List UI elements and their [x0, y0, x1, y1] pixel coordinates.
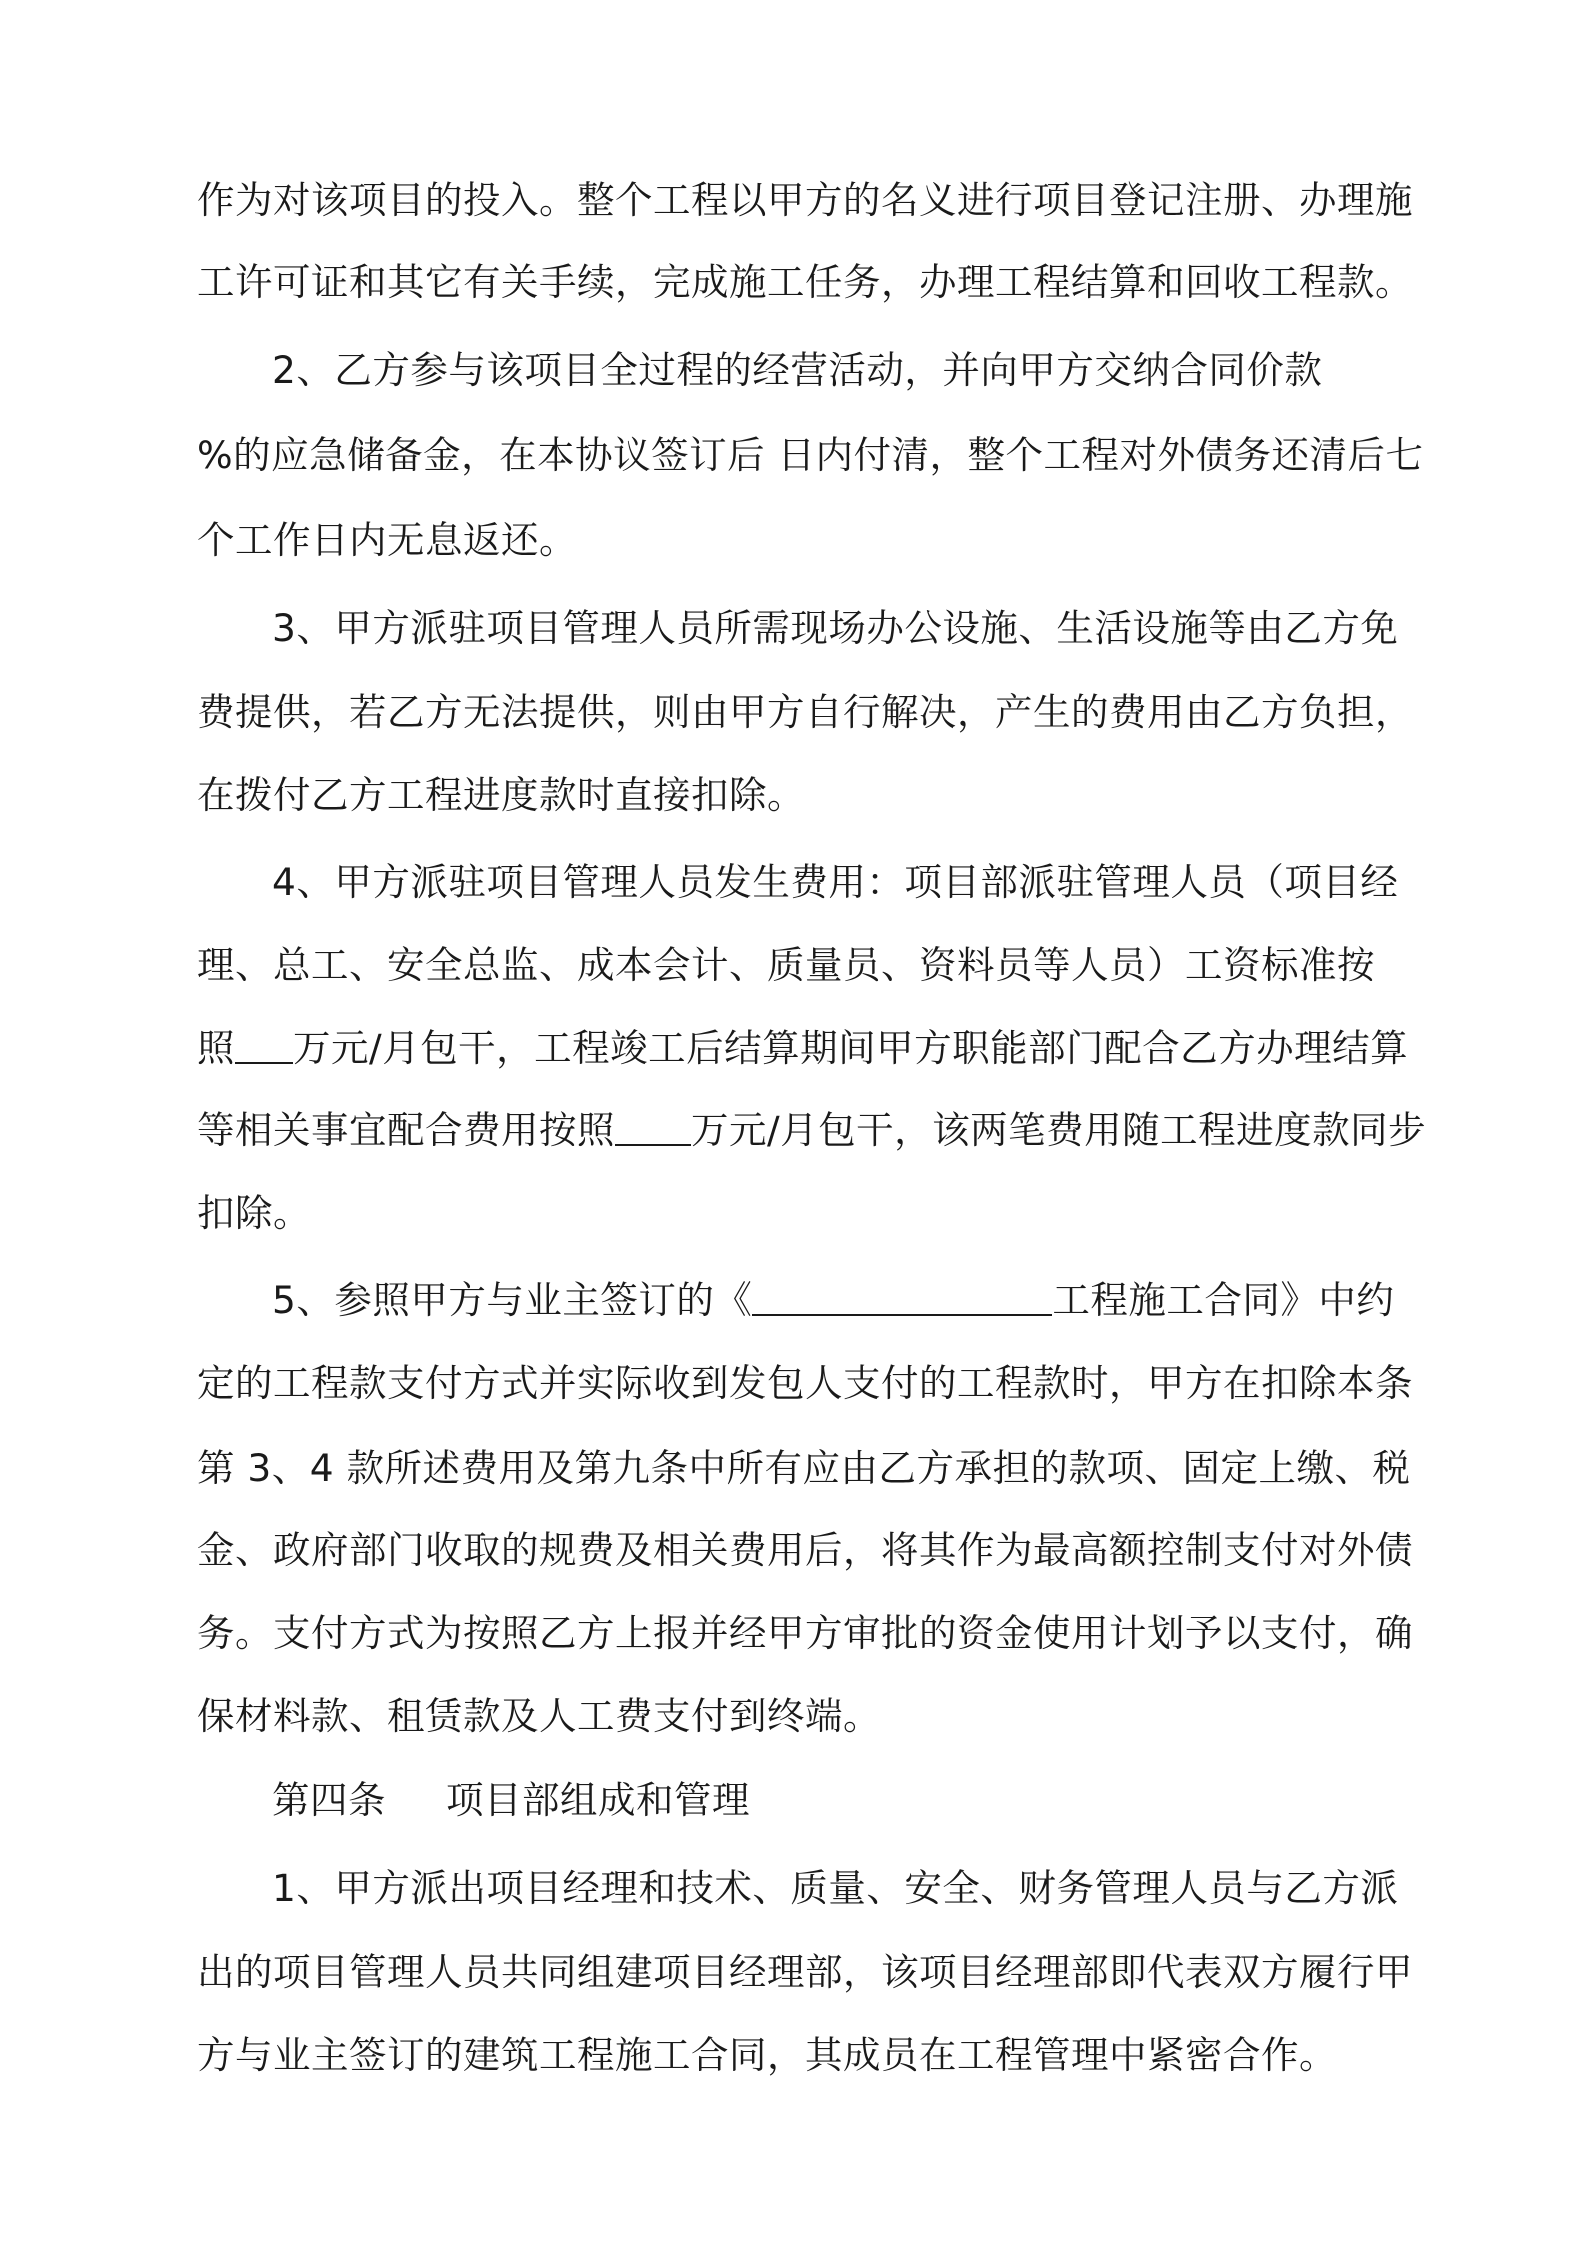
text-line: [197, 1018, 1408, 1078]
text-line: 费提供，若乙方无法提供，则由甲方自行解决，产生的费用由乙方负担，: [197, 690, 1413, 734]
text-line: 作为对该项目的投入。整个工程以甲方的名义进行项目登记注册、办理施: [197, 178, 1413, 222]
text-line: 在拨付乙方工程进度款时直接扣除。: [197, 773, 805, 817]
article-number: 第四条: [272, 1778, 386, 1822]
article-title: 项目部组成和管理: [446, 1778, 750, 1822]
text-line: 金、政府部门收取的规费及相关费用后，将其作为最高额控制支付对外债: [197, 1528, 1413, 1572]
blank-underline: [235, 1018, 293, 1064]
text-line: 方与业主签订的建筑工程施工合同，其成员在工程管理中紧密合作。: [197, 2033, 1337, 2077]
text-line: 务。支付方式为按照乙方上报并经甲方审批的资金使用计划予以支付，确: [197, 1611, 1413, 1655]
text-segment: 5、参照甲方与业主签订的《: [272, 1278, 753, 1322]
clause-5-line: [272, 1270, 1394, 1330]
text-line: [197, 1100, 1426, 1160]
section-heading: [272, 1770, 750, 1830]
text-line: 第 3、4 款所述费用及第九条中所有应由乙方承担的款项、固定上缴、税: [197, 1446, 1411, 1490]
text-line: 保材料款、租赁款及人工费支付到终端。: [197, 1694, 881, 1738]
text-line: 工许可证和其它有关手续，完成施工任务，办理工程结算和回收工程款。: [197, 260, 1413, 304]
clause-1-line: 1、甲方派出项目经理和技术、质量、安全、财务管理人员与乙方派: [272, 1866, 1399, 1910]
text-line: 理、总工、安全总监、成本会计、质量员、资料员等人员）工资标准按: [197, 943, 1375, 987]
text-segment: 等相关事宜配合费用按照: [197, 1108, 615, 1152]
text-segment: 工程施工合同》中约: [1052, 1278, 1395, 1322]
text-line: 扣除。: [197, 1191, 311, 1235]
text-segment: 万元/月包干，该两笔费用随工程进度款同步: [691, 1108, 1427, 1152]
clause-2-line: 2、乙方参与该项目全过程的经营活动，并向甲方交纳合同价款: [272, 348, 1323, 392]
text-line: 出的项目管理人员共同组建项目经理部，该项目经理部即代表双方履行甲: [197, 1950, 1413, 1994]
clause-3-line: 3、甲方派驻项目管理人员所需现场办公设施、生活设施等由乙方免: [272, 606, 1399, 650]
text-segment: 万元/月包干，工程竣工后结算期间甲方职能部门配合乙方办理结算: [293, 1026, 1409, 1070]
text-line: 个工作日内无息返还。: [197, 518, 577, 562]
clause-4-line: 4、甲方派驻项目管理人员发生费用：项目部派驻管理人员（项目经: [272, 860, 1399, 904]
text-line: 定的工程款支付方式并实际收到发包人支付的工程款时，甲方在扣除本条: [197, 1361, 1413, 1405]
text-line: %的应急储备金，在本协议签订后 日内付清，整个工程对外债务还清后七: [197, 433, 1424, 477]
blank-underline: [615, 1100, 691, 1146]
blank-underline: [752, 1270, 1052, 1316]
text-segment: 照: [197, 1026, 235, 1070]
